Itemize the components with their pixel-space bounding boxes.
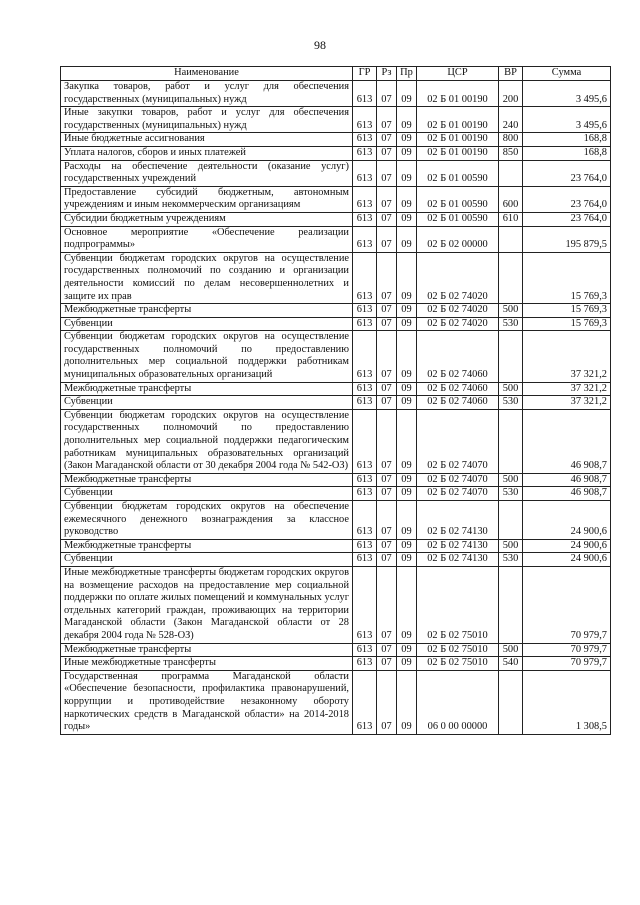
- cell-gr: 613: [353, 331, 377, 382]
- cell-gr: 613: [353, 81, 377, 107]
- cell-vr: 500: [499, 539, 523, 553]
- cell-rz: 07: [377, 186, 397, 212]
- table-row: [61, 146, 611, 160]
- table-row: [61, 487, 611, 501]
- cell-gr: 613: [353, 409, 377, 473]
- cell-sum: 3 495,6: [523, 81, 611, 107]
- table-row: [61, 186, 611, 212]
- cell-sum: 195 879,5: [523, 226, 611, 252]
- cell-csr: 06 0 00 00000: [417, 670, 499, 734]
- cell-sum: 70 979,7: [523, 566, 611, 643]
- cell-rz: 07: [377, 473, 397, 487]
- cell-csr: 02 Б 02 74070: [417, 473, 499, 487]
- cell-sum: 37 321,2: [523, 396, 611, 410]
- cell-rz: 07: [377, 382, 397, 396]
- cell-name: Иные закупки товаров, работ и услуг для обеспечения государственных (муниципальных) нужд: [61, 107, 353, 133]
- cell-name: Субвенции бюджетам городских округов на осуществление государственных полномочий по созданию и организации деятельности комиссий по делам несовершеннолетних и защите их прав: [61, 252, 353, 303]
- cell-name: Межбюджетные трансферты: [61, 539, 353, 553]
- table-row: [61, 81, 611, 107]
- table-row: [61, 501, 611, 540]
- cell-vr: [499, 409, 523, 473]
- cell-pr: 09: [397, 670, 417, 734]
- cell-csr: 02 Б 01 00190: [417, 133, 499, 147]
- cell-sum: 23 764,0: [523, 186, 611, 212]
- table-row: [61, 317, 611, 331]
- cell-csr: 02 Б 02 74020: [417, 304, 499, 318]
- cell-rz: 07: [377, 317, 397, 331]
- cell-vr: 500: [499, 382, 523, 396]
- cell-name: Закупка товаров, работ и услуг для обеспечения государственных (муниципальных) нужд: [61, 81, 353, 107]
- table-row: [61, 657, 611, 671]
- cell-sum: 1 308,5: [523, 670, 611, 734]
- cell-vr: [499, 670, 523, 734]
- table-row: [61, 133, 611, 147]
- cell-pr: 09: [397, 553, 417, 567]
- cell-pr: 09: [397, 473, 417, 487]
- header-csr: ЦСР: [417, 67, 499, 81]
- cell-sum: 168,8: [523, 146, 611, 160]
- table-row: [61, 409, 611, 473]
- cell-gr: 613: [353, 539, 377, 553]
- cell-pr: 09: [397, 331, 417, 382]
- cell-csr: 02 Б 02 75010: [417, 657, 499, 671]
- cell-name: Субвенции: [61, 317, 353, 331]
- cell-gr: 613: [353, 553, 377, 567]
- table-row: [61, 396, 611, 410]
- cell-pr: 09: [397, 81, 417, 107]
- header-name: Наименование: [61, 67, 353, 81]
- table-row: [61, 566, 611, 643]
- cell-vr: 600: [499, 186, 523, 212]
- cell-pr: 09: [397, 487, 417, 501]
- cell-pr: 09: [397, 186, 417, 212]
- table-row: [61, 304, 611, 318]
- cell-csr: 02 Б 02 74020: [417, 252, 499, 303]
- cell-sum: 15 769,3: [523, 304, 611, 318]
- cell-vr: 530: [499, 553, 523, 567]
- cell-gr: 613: [353, 566, 377, 643]
- cell-pr: 09: [397, 539, 417, 553]
- cell-rz: 07: [377, 212, 397, 226]
- cell-gr: 613: [353, 186, 377, 212]
- cell-gr: 613: [353, 473, 377, 487]
- cell-pr: 09: [397, 501, 417, 540]
- cell-pr: 09: [397, 409, 417, 473]
- table-row: [61, 107, 611, 133]
- cell-rz: 07: [377, 81, 397, 107]
- cell-name: Основное мероприятие «Обеспечение реализации подпрограммы»: [61, 226, 353, 252]
- cell-sum: 46 908,7: [523, 487, 611, 501]
- table-body: [61, 81, 611, 735]
- cell-pr: 09: [397, 146, 417, 160]
- cell-pr: 09: [397, 252, 417, 303]
- cell-sum: 24 900,6: [523, 539, 611, 553]
- cell-sum: 70 979,7: [523, 657, 611, 671]
- table-row: [61, 539, 611, 553]
- cell-pr: 09: [397, 382, 417, 396]
- cell-csr: 02 Б 02 74070: [417, 487, 499, 501]
- cell-vr: 540: [499, 657, 523, 671]
- cell-pr: 09: [397, 396, 417, 410]
- cell-rz: 07: [377, 133, 397, 147]
- cell-name: Уплата налогов, сборов и иных платежей: [61, 146, 353, 160]
- cell-gr: 613: [353, 226, 377, 252]
- cell-csr: 02 Б 01 00590: [417, 186, 499, 212]
- budget-table: [60, 66, 611, 735]
- cell-name: Субвенции: [61, 487, 353, 501]
- cell-name: Расходы на обеспечение деятельности (оказание услуг) государственных учреждений: [61, 160, 353, 186]
- cell-vr: 200: [499, 81, 523, 107]
- table-row: [61, 226, 611, 252]
- table-row: [61, 331, 611, 382]
- cell-sum: 23 764,0: [523, 160, 611, 186]
- cell-name: Субвенции: [61, 553, 353, 567]
- cell-pr: 09: [397, 133, 417, 147]
- cell-csr: 02 Б 02 74130: [417, 539, 499, 553]
- cell-name: Иные межбюджетные трансферты: [61, 657, 353, 671]
- cell-sum: 168,8: [523, 133, 611, 147]
- cell-sum: 15 769,3: [523, 252, 611, 303]
- cell-gr: 613: [353, 643, 377, 657]
- cell-rz: 07: [377, 226, 397, 252]
- cell-pr: 09: [397, 107, 417, 133]
- cell-rz: 07: [377, 160, 397, 186]
- cell-sum: 24 900,6: [523, 553, 611, 567]
- cell-gr: 613: [353, 107, 377, 133]
- page-number: 98: [314, 38, 326, 52]
- header-rz: Рз: [377, 67, 397, 81]
- cell-gr: 613: [353, 382, 377, 396]
- cell-csr: 02 Б 02 74060: [417, 382, 499, 396]
- cell-gr: 613: [353, 501, 377, 540]
- cell-vr: [499, 331, 523, 382]
- cell-name: Межбюджетные трансферты: [61, 382, 353, 396]
- cell-rz: 07: [377, 487, 397, 501]
- cell-sum: 46 908,7: [523, 473, 611, 487]
- cell-csr: 02 Б 02 74130: [417, 501, 499, 540]
- cell-gr: 613: [353, 487, 377, 501]
- cell-rz: 07: [377, 396, 397, 410]
- cell-name: Субсидии бюджетным учреждениям: [61, 212, 353, 226]
- cell-pr: 09: [397, 212, 417, 226]
- cell-rz: 07: [377, 657, 397, 671]
- table-row: [61, 553, 611, 567]
- cell-name: Субвенции бюджетам городских округов на осуществление государственных полномочий по предоставлению дополнительных мер социальной поддержки педагогическим работникам муниципальных образовательных организаций (Закон Магаданской области от 30 декабря 2004 года № 542-ОЗ): [61, 409, 353, 473]
- cell-gr: 613: [353, 212, 377, 226]
- table-row: [61, 252, 611, 303]
- cell-vr: 500: [499, 473, 523, 487]
- cell-name: Государственная программа Магаданской области «Обеспечение безопасности, профилактика правонарушений, коррупции и противодействие незаконному обороту наркотических средств в Магаданской области» на 2014-2018 годы»: [61, 670, 353, 734]
- cell-sum: 15 769,3: [523, 317, 611, 331]
- cell-rz: 07: [377, 107, 397, 133]
- cell-rz: 07: [377, 553, 397, 567]
- cell-name: Субвенции бюджетам городских округов на осуществление государственных полномочий по предоставлению дополнительных мер социальной поддержки работникам муниципальных образовательных организаций: [61, 331, 353, 382]
- cell-csr: 02 Б 02 74070: [417, 409, 499, 473]
- table-row: [61, 643, 611, 657]
- cell-vr: [499, 226, 523, 252]
- cell-pr: 09: [397, 317, 417, 331]
- cell-pr: 09: [397, 160, 417, 186]
- cell-csr: 02 Б 01 00590: [417, 160, 499, 186]
- cell-csr: 02 Б 02 74130: [417, 553, 499, 567]
- cell-vr: 530: [499, 396, 523, 410]
- cell-name: Иные бюджетные ассигнования: [61, 133, 353, 147]
- cell-rz: 07: [377, 409, 397, 473]
- table-row: [61, 670, 611, 734]
- cell-sum: 46 908,7: [523, 409, 611, 473]
- cell-vr: [499, 566, 523, 643]
- cell-rz: 07: [377, 566, 397, 643]
- cell-csr: 02 Б 02 74020: [417, 317, 499, 331]
- cell-name: Межбюджетные трансферты: [61, 643, 353, 657]
- table-row: [61, 382, 611, 396]
- cell-vr: 850: [499, 146, 523, 160]
- cell-sum: 37 321,2: [523, 331, 611, 382]
- cell-pr: 09: [397, 657, 417, 671]
- cell-gr: 613: [353, 657, 377, 671]
- cell-rz: 07: [377, 146, 397, 160]
- cell-sum: 70 979,7: [523, 643, 611, 657]
- cell-gr: 613: [353, 252, 377, 303]
- cell-vr: [499, 252, 523, 303]
- cell-csr: 02 Б 01 00190: [417, 107, 499, 133]
- cell-vr: 500: [499, 304, 523, 318]
- cell-csr: 02 Б 02 74060: [417, 331, 499, 382]
- cell-csr: 02 Б 01 00190: [417, 81, 499, 107]
- cell-pr: 09: [397, 643, 417, 657]
- cell-name: Предоставление субсидий бюджетным, автономным учреждениям и иным некоммерческим организациям: [61, 186, 353, 212]
- cell-pr: 09: [397, 566, 417, 643]
- cell-pr: 09: [397, 304, 417, 318]
- cell-sum: 23 764,0: [523, 212, 611, 226]
- header-sum: Сумма: [523, 67, 611, 81]
- cell-rz: 07: [377, 670, 397, 734]
- cell-csr: 02 Б 02 75010: [417, 643, 499, 657]
- cell-vr: 500: [499, 643, 523, 657]
- table-row: [61, 212, 611, 226]
- cell-rz: 07: [377, 331, 397, 382]
- cell-rz: 07: [377, 304, 397, 318]
- cell-csr: 02 Б 01 00190: [417, 146, 499, 160]
- header-gr: ГР: [353, 67, 377, 81]
- cell-sum: 3 495,6: [523, 107, 611, 133]
- cell-csr: 02 Б 02 74060: [417, 396, 499, 410]
- table-header-row: [61, 67, 611, 81]
- cell-name: Иные межбюджетные трансферты бюджетам городских округов на возмещение расходов на предоставление мер социальной поддержки по оплате жилых помещений и коммунальных услуг отдельных категорий граждан, проживающих на территории Магаданской области (Закон Магаданской области от 28 декабря 2004 года № 528-ОЗ): [61, 566, 353, 643]
- cell-sum: 37 321,2: [523, 382, 611, 396]
- cell-gr: 613: [353, 304, 377, 318]
- cell-sum: 24 900,6: [523, 501, 611, 540]
- cell-csr: 02 Б 02 75010: [417, 566, 499, 643]
- table-row: [61, 160, 611, 186]
- cell-gr: 613: [353, 396, 377, 410]
- cell-name: Субвенции: [61, 396, 353, 410]
- cell-gr: 613: [353, 133, 377, 147]
- cell-rz: 07: [377, 501, 397, 540]
- cell-vr: 610: [499, 212, 523, 226]
- cell-vr: 240: [499, 107, 523, 133]
- cell-gr: 613: [353, 146, 377, 160]
- table-row: [61, 473, 611, 487]
- cell-name: Субвенции бюджетам городских округов на обеспечение ежемесячного денежного вознаграждения за классное руководство: [61, 501, 353, 540]
- cell-rz: 07: [377, 539, 397, 553]
- header-vr: ВР: [499, 67, 523, 81]
- cell-name: Межбюджетные трансферты: [61, 473, 353, 487]
- cell-gr: 613: [353, 160, 377, 186]
- cell-vr: 530: [499, 317, 523, 331]
- cell-csr: 02 Б 02 00000: [417, 226, 499, 252]
- header-pr: Пр: [397, 67, 417, 81]
- cell-rz: 07: [377, 252, 397, 303]
- cell-csr: 02 Б 01 00590: [417, 212, 499, 226]
- cell-vr: 530: [499, 487, 523, 501]
- cell-vr: [499, 501, 523, 540]
- cell-vr: 800: [499, 133, 523, 147]
- cell-name: Межбюджетные трансферты: [61, 304, 353, 318]
- cell-gr: 613: [353, 670, 377, 734]
- cell-vr: [499, 160, 523, 186]
- cell-rz: 07: [377, 643, 397, 657]
- cell-pr: 09: [397, 226, 417, 252]
- cell-gr: 613: [353, 317, 377, 331]
